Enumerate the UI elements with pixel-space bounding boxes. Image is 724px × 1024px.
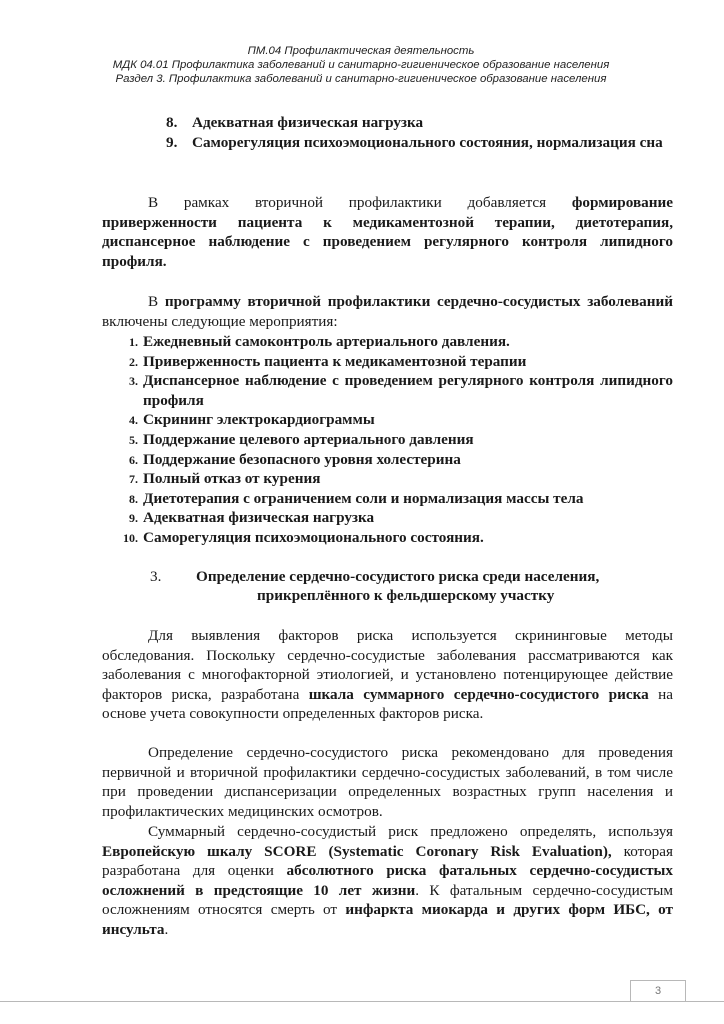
list-item-text: Диспансерное наблюдение с проведением регулярного контроля липидного профиля — [143, 372, 673, 409]
paragraph-program: В программу вторичной профилактики сердечно-сосудистых заболеваний включены следующие мероприятия: — [102, 293, 673, 330]
list-item-text: Саморегуляция психоэмоционального состояния. — [143, 528, 484, 546]
list-item — [102, 469, 673, 489]
list-item-number: 4. — [129, 413, 138, 428]
list-item-number: 9. — [129, 511, 138, 526]
paragraph-secondary-prevention: В рамках вторичной профилактики добавляется формирование приверженности пациента к медикаментозной терапии, диетотерапия, диспансерное наблюдение с проведением регулярного контроля липидного профиля. — [102, 194, 673, 270]
header-course: МДК 04.01 Профилактика заболеваний и санитарно-гигиеническое образование населения — [112, 59, 610, 71]
list-item-text: Ежедневный самоконтроль артериального давления. — [143, 333, 510, 350]
section-number: 3. — [150, 568, 162, 585]
continued-list — [166, 113, 673, 152]
list-item-text: Скрининг электрокардиограммы — [143, 411, 375, 429]
list-item — [102, 508, 673, 528]
list-item-text: Полный отказ от курения — [143, 470, 321, 488]
list-item-number: 5. — [129, 432, 138, 447]
list-item — [102, 489, 673, 509]
footer-rule — [0, 1001, 724, 1002]
list-item-number: 2. — [129, 354, 138, 369]
list-item-text: Поддержание безопасного уровня холестерина — [143, 450, 461, 468]
list-item-number: 9. — [166, 133, 178, 151]
list-item-number: 8. — [166, 114, 178, 131]
list-item-number: 8. — [129, 491, 138, 506]
page-number: 3 — [630, 980, 686, 1001]
list-item-text: Приверженность пациента к медикаментозной терапии — [143, 352, 527, 370]
list-item-text: Адекватная физическая нагрузка — [192, 114, 424, 131]
list-item — [102, 371, 673, 410]
list-item — [102, 528, 673, 548]
list-item — [102, 450, 673, 470]
header-section: Раздел 3. Профилактика заболеваний и санитарно-гигиеническое образование населения — [115, 73, 607, 85]
list-item-text: Адекватная физическая нагрузка — [143, 509, 375, 527]
list-item-number: 10. — [123, 530, 138, 545]
list-item-text: Поддержание целевого артериального давления — [143, 430, 474, 448]
list-item — [102, 352, 673, 372]
section-title-line1: Определение сердечно-сосудистого риска среди населения, — [196, 568, 600, 585]
list-item — [166, 133, 673, 153]
list-item — [166, 113, 673, 133]
list-item-number: 3. — [129, 374, 138, 389]
paragraph-score: Суммарный сердечно-сосудистый риск предложено определять, используя Европейскую шкалу SCORE (Systematic Coronary Risk Evaluation), которая разработана для оценки абсолютного риска фатальных сердечно-сосудистых осложнений в предстоящие 10 лет жизни. К фатальным сердечно-сосудистым осложнениям относятся смерть от инфаркта миокарда и других форм ИБС, от инсульта. — [102, 823, 673, 938]
list-item-number: 1. — [129, 335, 138, 349]
list-item — [102, 410, 673, 430]
paragraph-screening: Для выявления факторов риска используется скрининговые методы обследования. Поскольку сердечно-сосудистые заболевания рассматриваются как заболевания с многофакторной этиологией, и установлено потенцирующее действие факторов риска, разработана шкала суммарного сердечно-сосудистого риска на основе учета совокупности определенных факторов риска. — [102, 627, 673, 723]
list-item-text: Диетотерапия с ограничением соли и нормализация массы тела — [143, 489, 584, 507]
section-title-line2: прикреплённого к фельдшерскому участку — [257, 587, 555, 604]
header-module: ПМ.04 Профилактическая деятельность — [247, 45, 475, 57]
paragraph-definition: Определение сердечно-сосудистого риска рекомендовано для проведения первичной и вторичной профилактики сердечно-сосудистых заболеваний, в том числе при проведении диспансеризации определенных возрастных групп населения и профилактических медицинских осмотров. — [102, 744, 673, 820]
list-item-number: 7. — [129, 472, 138, 487]
list-item-number: 6. — [129, 452, 138, 467]
list-item-text: Саморегуляция психоэмоционального состояния, нормализация сна — [192, 133, 663, 151]
list-item — [102, 430, 673, 450]
program-list — [102, 332, 673, 548]
page-header — [60, 44, 662, 86]
list-item — [102, 332, 673, 352]
